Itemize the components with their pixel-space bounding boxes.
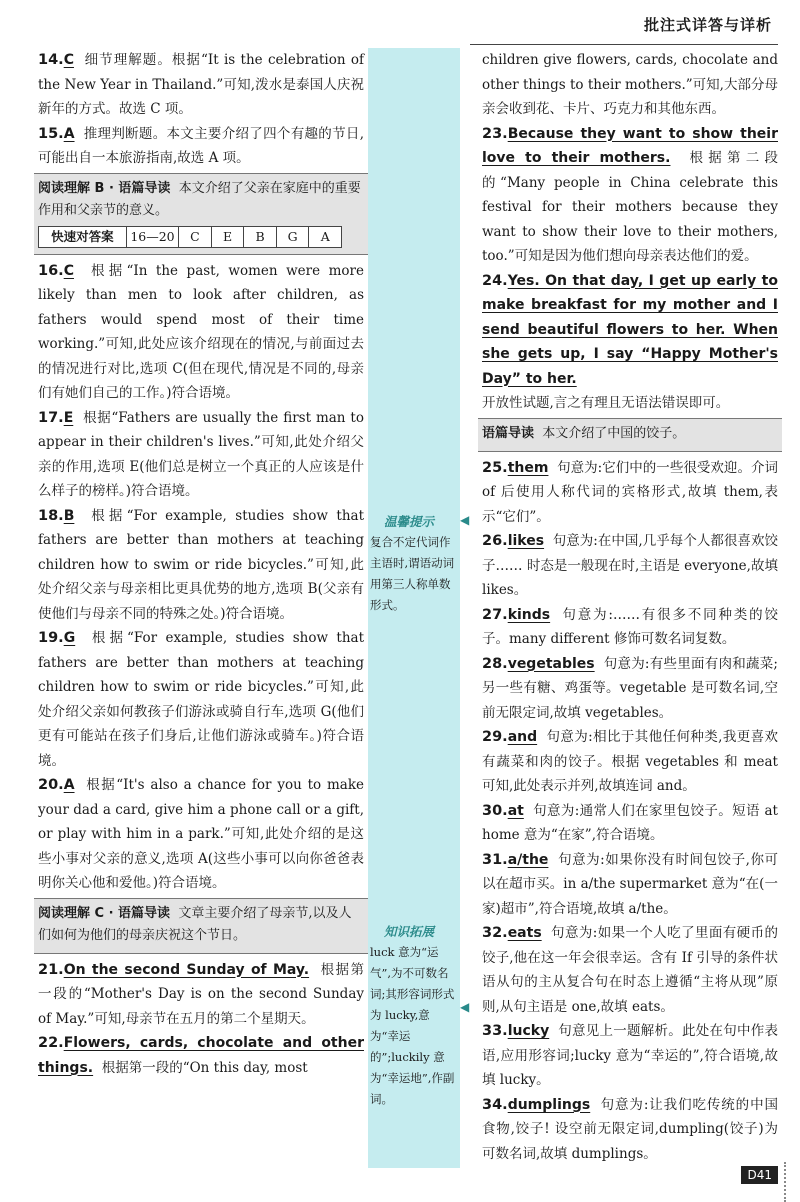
tip-text-knowledge-expansion: luck 意为“运气”,为不可数名词;其形容词形式为 lucky,意为“幸运的”;luckily 意为“幸运地”,作副词。 <box>370 945 455 1106</box>
answer-item-22: 22.Flowers, cards, chocolate and other things. 根据第一段的“On this day, most <box>38 1035 364 1076</box>
answer-item-30: 30.at 句意为:通常人们在家里包饺子。短语 at home 意为“在家”,符合语境。 <box>482 802 778 843</box>
right-column <box>482 48 778 1166</box>
answer-item-32: 32.eats 句意为:如果一个人吃了里面有硬币的饺子,他在这一年会很幸运。含有 If 引导的条件状语从句的主从复合句在时态上遵循“主将从现”原则,从句主语是 one,故填 eats。 <box>482 925 778 1015</box>
answer-item-34: 34.dumplings 句意为:让我们吃传统的中国食物,饺子! 设空前无限定词,dumpling(饺子)为可数名词,故填 dumplings。 <box>482 1096 778 1162</box>
answer-item-17: 17.E 根据“Fathers are usually the first man to appear in their children's lives.”可知,此处介绍父亲的作用,选项 E(他们总是树立一个真正的人应该是什么样子的榜样。)符合语境。 <box>38 409 364 499</box>
quick-answer-table: 快速对答案 16—20 C E B G A <box>38 226 342 248</box>
tip-label-knowledge-expansion: 知识拓展 <box>384 924 435 939</box>
answer-item-16: 16.C 根据“In the past, women were more likely than men to look after children, as fathers would spend most of their time working.”可知,此处应该介绍现在的情况,与前面过去的情况进行对比,选项 C(但在现代,情况是不同的,母亲们有她们自己的工作。)符合语境。 <box>38 262 364 401</box>
box-text: 本文介绍了中国的饺子。 <box>542 425 686 441</box>
reading-c-guide-box <box>34 898 368 954</box>
answer-item-29: 29.and 句意为:相比于其他任何种类,我更喜欢有蔬菜和肉的饺子。根据 vegetables 和 meat 可知,此处表示并列,故填连词 and。 <box>482 729 778 794</box>
arrow-right-icon: ◀ <box>460 1000 470 1014</box>
answer-item-23: 23.Because they want to show their love to their mothers. 根据第二段的“Many people in China celebrate this festival for their mothers because they want to show their love to their mothers, too.”可知是因为他们想向母亲表达他们的爱。 <box>482 125 778 264</box>
arrow-right-icon: ◀ <box>460 513 470 527</box>
box-title: 阅读理解 C · 语篇导读 <box>38 905 171 921</box>
answer-item-15: 15.A 推理判断题。本文主要介绍了四个有趣的节日,可能出自一本旅游指南,故选 A 项。 <box>38 125 364 166</box>
box-text: 文章主要介绍了母亲节,以及人们如何为他们的母亲庆祝这个节日。 <box>38 905 352 943</box>
answer-item-20: 20.A 根据“It's also a chance for you to make your dad a card, give him a phone call or a gift, or play with him in a park.”可知,此处介绍的是这些小事对父亲的意义,选项 A(这些小事可以向你爸爸表明你关心他和爱他。)符合语境。 <box>38 777 364 891</box>
box-title: 语篇导读 <box>482 425 535 441</box>
answer-item-25: 25.them 句意为:它们中的一些很受欢迎。介词 of 后使用人称代词的宾格形式,故填 them,表示“它们”。 <box>482 459 778 525</box>
page-curl-decoration <box>784 1162 800 1202</box>
answer-item-21: 21.On the second Sunday of May. 根据第一段的“Mother's Day is on the second Sunday of May.”可知,母亲节在五月的第二个星期天。 <box>38 961 365 1027</box>
answer-item-18: 18.B 根据“For example, studies show that fathers are better than mothers at teaching children how to swim or ride bicycles.”可知,此处介绍父亲与母亲相比更具优势的地方,选项 B(父亲有使他们与母亲不同的特殊之处。)符合语境。 <box>38 507 364 622</box>
box-title: 阅读理解 B · 语篇导读 <box>38 180 171 196</box>
page-header-title: 批注式详答与详析 <box>643 16 772 34</box>
answer-item-19: 19.G 根据“For example, studies show that fathers are better than mothers at teaching children how to swim or ride bicycles.”可知,此处介绍父亲如何教孩子们游泳或骑自行车,选项 G(他们更有可能站在孩子们身后,让他们游泳或骑车。)符合语境。 <box>38 630 364 769</box>
tip-text-warm-reminder: 复合不定代词作主语时,谓语动词用第三人称单数形式。 <box>370 535 455 612</box>
answer-item-28: 28.vegetables 句意为:有些里面有肉和蔬菜;另一些有糖、鸡蛋等。vegetable 是可数名词,空前无限定词,故填 vegetables。 <box>482 655 778 721</box>
header-divider <box>470 44 778 45</box>
answer-item-22-continued: children give flowers, cards, chocolate and other things to their mothers.”可知,大部分母亲会收到花、卡片、巧克力和其他东西。 <box>482 52 778 117</box>
answer-item-26: 26.likes 句意为:在中国,几乎每个人都很喜欢饺子…… 时态是一般现在时,主语是 everyone,故填 likes。 <box>482 533 778 598</box>
tip-label-warm-reminder: 温馨提示 <box>384 514 435 529</box>
answer-item-27: 27.kinds 句意为:……有很多不同种类的饺子。many different 修饰可数名词复数。 <box>482 606 778 647</box>
reading-b-guide-box <box>34 173 368 255</box>
page-number-badge: D41 <box>741 1166 778 1184</box>
answer-item-14: 14.C 细节理解题。根据“It is the celebration of the New Year in Thailand.”可知,泼水是泰国人庆祝新年的方式。故选 C 项。 <box>38 52 364 117</box>
answer-item-31: 31.a/the 句意为:如果你没有时间包饺子,你可以在超市买。in a/the supermarket 意为“在(一家)超市”,符合语境,故填 a/the。 <box>482 851 778 917</box>
left-column <box>38 48 364 1080</box>
answer-item-33: 33.lucky 句意见上一题解析。此处在句中作表语,应用形容词;lucky 意为“幸运的”,符合语境,故填 lucky。 <box>482 1023 778 1088</box>
answer-item-24: 24.Yes. On that day, I get up early to make breakfast for my mother and I send beautiful flowers to her. When she gets up, I say “Happy Mother's Day” to her. 开放性试题,言之有理且无语法错误即可。 <box>482 272 778 411</box>
box-text: 本文介绍了父亲在家庭中的重要作用和父亲节的意义。 <box>38 180 361 218</box>
cloze-guide-box <box>478 418 782 452</box>
